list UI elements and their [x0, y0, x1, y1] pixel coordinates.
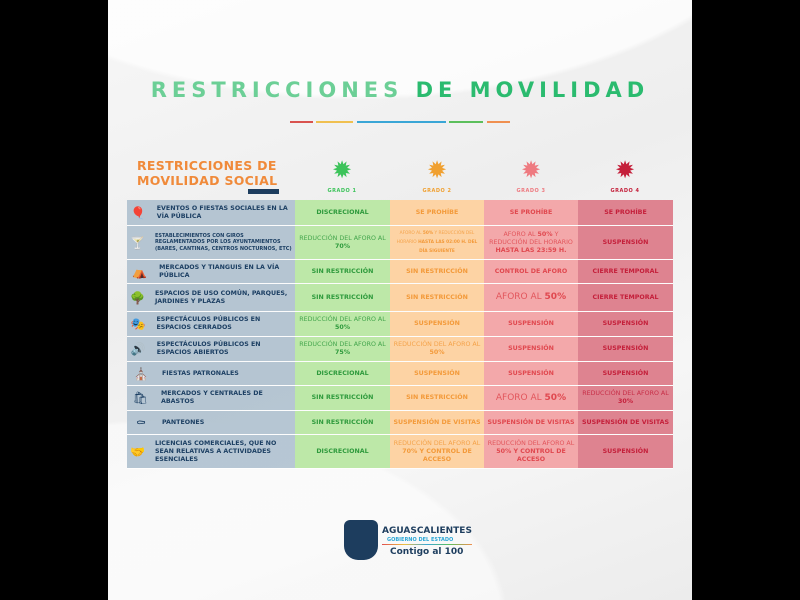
cell-text — [312, 394, 374, 402]
category-cell — [127, 200, 295, 225]
grade-4-cell — [578, 435, 673, 468]
cell-text — [603, 448, 649, 456]
grade-4-cell — [578, 226, 673, 259]
cell-text-part: Y REDUCCIÓN DEL HORARIO — [396, 231, 475, 245]
category-label: MERCADOS Y TIANGUIS EN LA VÍA PÚBLICA — [159, 263, 280, 279]
cell-text-part: SIN RESTRICCIÓN — [311, 267, 374, 275]
virus-icon: ✹ — [331, 156, 353, 184]
category-cell — [127, 411, 295, 434]
speakers-icon: 🔊 — [130, 342, 146, 356]
category-label: LICENCIAS COMERCIALES, QUE NO SEAN RELATIVAS A ACTIVIDADES ESENCIALES — [154, 439, 277, 463]
cell-text-part: 50% — [544, 392, 567, 403]
title-dash — [290, 121, 313, 123]
cell-text — [592, 268, 658, 276]
tomb-icon: ⚰ — [135, 415, 147, 430]
title-dash — [357, 121, 446, 123]
grade-header — [295, 155, 389, 194]
grade-4-cell — [578, 200, 673, 225]
grade-3-cell — [484, 284, 578, 311]
cell-text — [316, 370, 368, 378]
category-label: ESPECTÁCULOS PÚBLICOS EN ESPACIOS CERRADOS — [156, 316, 261, 331]
category-cell — [127, 260, 295, 283]
cell-text-part: SIN RESTRICCIÓN — [406, 394, 468, 401]
grade-3-cell — [484, 226, 578, 259]
cell-text — [592, 294, 658, 302]
cell-text — [406, 394, 468, 402]
cell-text-part: SUSPENSIÓN — [414, 369, 460, 377]
grade-3-cell — [484, 386, 578, 410]
cell-text — [604, 209, 647, 217]
cell-text — [393, 229, 481, 256]
category-label: MERCADOS Y CENTRALES DE ABASTOS — [161, 390, 263, 405]
government-logo: AGUASCALIENTES GOBIERNO DEL ESTADO Contigo al 100 — [344, 520, 484, 568]
grade-2-cell — [390, 312, 484, 336]
grade-3-cell — [484, 435, 578, 468]
grade-2-cell — [390, 260, 484, 283]
cell-text — [582, 419, 669, 427]
page-title: RESTRICCIONES DE MOVILIDAD — [150, 78, 650, 102]
restrictions-table — [127, 200, 673, 469]
cell-text-part: SIN RESTRICCIÓN — [311, 394, 374, 401]
handshake-icon: 🤝 — [130, 444, 145, 459]
grade-1-cell — [295, 284, 390, 311]
grade-2-cell — [390, 337, 484, 361]
grade-1-cell — [295, 337, 390, 361]
cell-text-part: SE PROHÍBE — [604, 208, 647, 216]
table-row — [127, 312, 673, 337]
cell-text-part: REDUCCIÓN DEL AFORO AL — [487, 439, 575, 447]
cell-text — [487, 440, 575, 464]
cell-text-part: DISCRECIONAL — [316, 369, 369, 377]
cell-text-part: REDUCCIÓN DEL AFORO AL — [393, 341, 481, 348]
table-row — [127, 435, 673, 469]
grade-4-cell — [578, 362, 673, 385]
grade-4-cell — [578, 284, 673, 311]
category-cell — [127, 312, 295, 336]
cell-text — [487, 231, 575, 255]
category-label: EVENTOS O FIESTAS SOCIALES EN LA VÍA PÚBLICA — [156, 204, 288, 220]
grade-3-cell — [484, 200, 578, 225]
cell-text — [508, 320, 554, 328]
cell-text-part: 70% — [334, 242, 351, 250]
category-label: PANTEONES — [162, 418, 205, 426]
cell-text-part: 50% Y CONTROL DE ACCESO — [496, 447, 566, 463]
cell-text — [312, 268, 374, 276]
cell-text — [508, 345, 554, 353]
cell-text — [495, 268, 567, 276]
cell-text-part: AFORO AL — [503, 230, 538, 238]
category-label: ESPECTÁCULOS PÚBLICOS EN ESPACIOS ABIERTOS — [156, 341, 261, 356]
category-cell — [127, 362, 295, 385]
cell-text-part: CIERRE TEMPORAL — [592, 267, 659, 275]
cell-text-part: 50% — [537, 230, 553, 238]
cell-text-part: REDUCCIÓN DEL AFORO AL — [582, 390, 669, 397]
cell-text-part: 50% — [544, 292, 567, 302]
category-cell — [127, 386, 295, 410]
title-dash — [487, 121, 510, 123]
cell-text — [416, 209, 459, 217]
cell-text-part: SUSPENSIÓN — [508, 320, 554, 327]
cell-text-part: SUSPENSIÓN — [414, 320, 460, 327]
cell-text-part: SUSPENSIÓN — [602, 345, 649, 352]
grade-label: GRADO 4 — [610, 188, 640, 194]
grade-label: GRADO 2 — [422, 188, 452, 194]
cell-text-part: SIN RESTRICCIÓN — [311, 293, 374, 301]
category-label: ESTABLECIMIENTOS CON GIROS REGLAMENTADOS POR LOS AYUNTAMIENTOS (BARES, CANTINAS, CENTROS NOCTURNOS, ETC) — [154, 232, 292, 252]
cell-text — [316, 448, 368, 456]
grade-3-cell — [484, 312, 578, 336]
cell-text-part: REDUCCIÓN DEL AFORO AL — [393, 439, 481, 447]
category-label: ESPACIOS DE USO COMÚN, PARQUES, JARDINES Y PLAZAS — [154, 289, 288, 305]
cell-text — [298, 235, 387, 251]
grade-1-cell — [295, 435, 390, 468]
cell-text-part: AFORO AL — [495, 392, 545, 403]
cell-text — [414, 370, 460, 378]
grade-2-cell — [390, 435, 484, 468]
table-row — [127, 226, 673, 260]
cell-text — [406, 268, 468, 276]
church-icon: ⛪ — [133, 366, 149, 381]
cell-text — [393, 419, 480, 427]
cell-text-part: SUSPENSIÓN — [602, 447, 649, 455]
cell-text — [603, 345, 649, 353]
cell-text-part: SIN RESTRICCIÓN — [406, 267, 468, 275]
cell-text-part: 70% Y CONTROL DE ACCESO — [402, 447, 472, 463]
title-dash — [449, 121, 483, 123]
grade-4-cell — [578, 312, 673, 336]
cell-text — [406, 294, 468, 302]
grade-1-cell — [295, 362, 390, 385]
grade-1-cell — [295, 226, 390, 259]
cell-text-part: AFORO AL — [495, 292, 545, 302]
grade-label: GRADO 3 — [516, 188, 546, 194]
table-row — [127, 386, 673, 411]
grade-2-cell — [390, 200, 484, 225]
balloons-icon: 🎈 — [130, 205, 146, 220]
cell-text-part: SUSPENSIÓN — [508, 369, 554, 377]
table-row — [127, 362, 673, 386]
cell-text — [298, 341, 387, 357]
grade-label: GRADO 1 — [327, 188, 357, 194]
logo-divider — [382, 544, 472, 545]
cell-text-part: 75% — [334, 349, 351, 356]
cell-text-part: 50% — [422, 231, 434, 236]
cell-text-part: SUSPENSIÓN DE VISITAS — [487, 418, 575, 426]
cell-text — [496, 293, 566, 302]
cell-text-part: SE PROHÍBE — [415, 208, 459, 216]
cell-text-part: SUSPENSIÓN DE VISITAS — [393, 418, 481, 426]
grade-2-cell — [390, 226, 484, 259]
grade-1-cell — [295, 411, 390, 434]
table-row — [127, 411, 673, 435]
cell-text — [298, 316, 387, 332]
category-cell — [127, 337, 295, 361]
grade-1-cell — [295, 260, 390, 283]
table-row — [127, 260, 673, 284]
cell-text-part: HASTA LAS 23:59 H. — [495, 246, 567, 254]
table-row — [127, 337, 673, 362]
grade-4-cell — [578, 260, 673, 283]
grade-3-cell — [484, 362, 578, 385]
cell-text-part: SUSPENSIÓN — [508, 345, 554, 352]
table-row — [127, 200, 673, 226]
coat-of-arms-icon — [344, 520, 378, 560]
grade-3-cell — [484, 260, 578, 283]
cell-text — [603, 239, 649, 247]
cell-text-part: Y REDUCCIÓN DEL HORARIO — [489, 230, 573, 246]
grade-header — [578, 155, 672, 194]
grade-3-cell — [484, 337, 578, 361]
cell-text-part: SUSPENSIÓN DE VISITAS — [581, 418, 670, 426]
grade-1-cell — [295, 200, 390, 225]
cell-text-part: DISCRECIONAL — [316, 447, 369, 455]
grade-2-cell — [390, 284, 484, 311]
drinks-icon: 🍸 — [130, 235, 145, 250]
grade-2-cell — [390, 362, 484, 385]
cell-text-part: CIERRE TEMPORAL — [592, 293, 659, 301]
grade-4-cell — [578, 337, 673, 361]
grade-header — [484, 155, 578, 194]
market-stall-icon: ⛺ — [132, 264, 148, 279]
cell-text — [312, 294, 374, 302]
cell-text-part: SIN RESTRICCIÓN — [406, 293, 468, 301]
cell-text — [414, 320, 460, 328]
virus-cluster-icon: ✹ — [520, 156, 542, 184]
category-label: FIESTAS PATRONALES — [162, 369, 239, 377]
cell-text — [603, 320, 649, 328]
cell-text — [393, 341, 481, 357]
cell-text — [316, 209, 368, 217]
cell-text-part: DISCRECIONAL — [316, 208, 369, 216]
table-row — [127, 284, 673, 312]
category-cell — [127, 226, 295, 259]
grade-4-cell — [578, 411, 673, 434]
grade-3-cell — [484, 411, 578, 434]
cell-text-part: SUSPENSIÓN — [602, 320, 649, 327]
cell-text — [510, 209, 553, 217]
cell-text-part: CONTROL DE AFORO — [494, 267, 568, 275]
grade-1-cell — [295, 386, 390, 410]
cell-text-part: 50% — [429, 349, 445, 356]
cell-text — [312, 419, 374, 427]
park-icon: 🌳 — [130, 290, 145, 305]
cell-text-part: 50% — [334, 324, 351, 331]
grade-header — [390, 155, 484, 194]
cell-text-part: SUSPENSIÓN — [602, 369, 649, 377]
cell-text — [496, 394, 566, 403]
cell-text-part: SE PROHÍBE — [509, 208, 553, 216]
cell-text — [487, 419, 574, 427]
virus-cluster-icon: ✹ — [426, 156, 448, 184]
cell-text-part: AFORO AL — [399, 231, 423, 236]
grade-4-cell — [578, 386, 673, 410]
cell-text-part: SIN RESTRICCIÓN — [311, 418, 374, 426]
infographic — [108, 0, 692, 600]
grade-1-cell — [295, 312, 390, 336]
category-cell — [127, 284, 295, 311]
grade-2-cell — [390, 411, 484, 434]
shopping-bag-icon: 🛍 — [132, 391, 149, 405]
title-dash — [316, 121, 353, 123]
grade-2-cell — [390, 386, 484, 410]
cell-text — [393, 440, 481, 464]
cell-text-part: SUSPENSIÓN — [602, 238, 649, 246]
cell-text-part: REDUCCIÓN DEL AFORO AL — [299, 341, 386, 348]
cell-text-part: HASTA LAS 02:00 H. DEL DÍA SIGUIENTE — [418, 240, 478, 254]
cell-text-part: REDUCCIÓN DEL AFORO AL — [299, 234, 386, 242]
category-cell — [127, 435, 295, 468]
cell-text — [581, 390, 670, 406]
cell-text-part: REDUCCIÓN DEL AFORO AL — [299, 316, 386, 323]
theater-stage-icon: 🎭 — [130, 317, 146, 331]
cell-text — [603, 370, 649, 378]
virus-icon: ✹ — [614, 156, 636, 184]
cell-text — [508, 370, 554, 378]
table-subtitle: RESTRICCIONES DE MOVILIDAD SOCIAL — [137, 158, 278, 188]
cell-text-part: 30% — [617, 398, 634, 405]
subtitle-underline — [248, 189, 279, 194]
